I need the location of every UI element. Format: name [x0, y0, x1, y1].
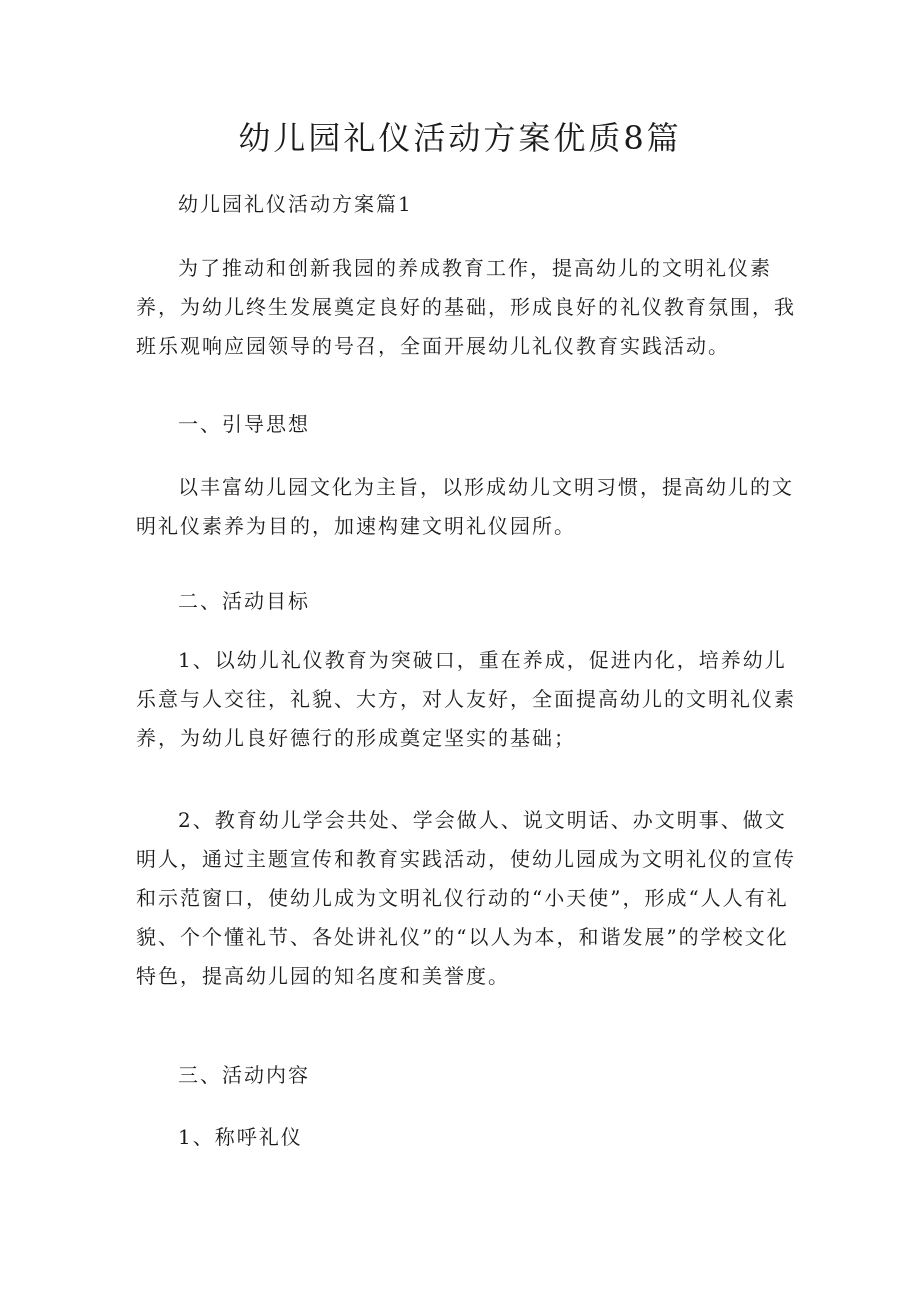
item-address-etiquette: 1、称呼礼仪 [178, 1125, 303, 1149]
paragraph-goal-2: 2、教育幼儿学会共处、学会做人、说文明话、办文明事、做文明人，通过主题宣传和教育实践活动，使幼儿园成为文明礼仪的宣传和示范窗口，使幼儿成为文明礼仪行动的“小天使”，形成“人人有礼貌、个个懂礼节、各处讲礼仪”的“以人为本，和谐发展”的学校文化特色，提高幼儿园的知名度和美誉度。 [136, 808, 796, 988]
heading-guiding-thought: 一、引导思想 [178, 412, 310, 436]
heading-activity-content: 三、活动内容 [178, 1063, 310, 1087]
paragraph-intro: 为了推动和创新我园的养成教育工作，提高幼儿的文明礼仪素养，为幼儿终生发展奠定良好的基础，形成良好的礼仪教育氛围，我班乐观响应园领导的号召，全面开展幼儿礼仪教育实践活动。 [136, 256, 796, 358]
paragraph-guiding-thought: 以丰富幼儿园文化为主旨，以形成幼儿文明习惯，提高幼儿的文明礼仪素养为目的，加速构建文明礼仪园所。 [136, 475, 794, 538]
section-title: 幼儿园礼仪活动方案篇1 [178, 192, 413, 216]
heading-activity-goals: 二、活动目标 [178, 589, 310, 613]
document-title: 幼儿园礼仪活动方案优质8篇 [238, 119, 682, 157]
paragraph-goal-1: 1、以幼儿礼仪教育为突破口，重在养成，促进内化，培养幼儿乐意与人交往，礼貌、大方，对人友好，全面提高幼儿的文明礼仪素养，为幼儿良好德行的形成奠定坚实的基础； [136, 648, 796, 750]
